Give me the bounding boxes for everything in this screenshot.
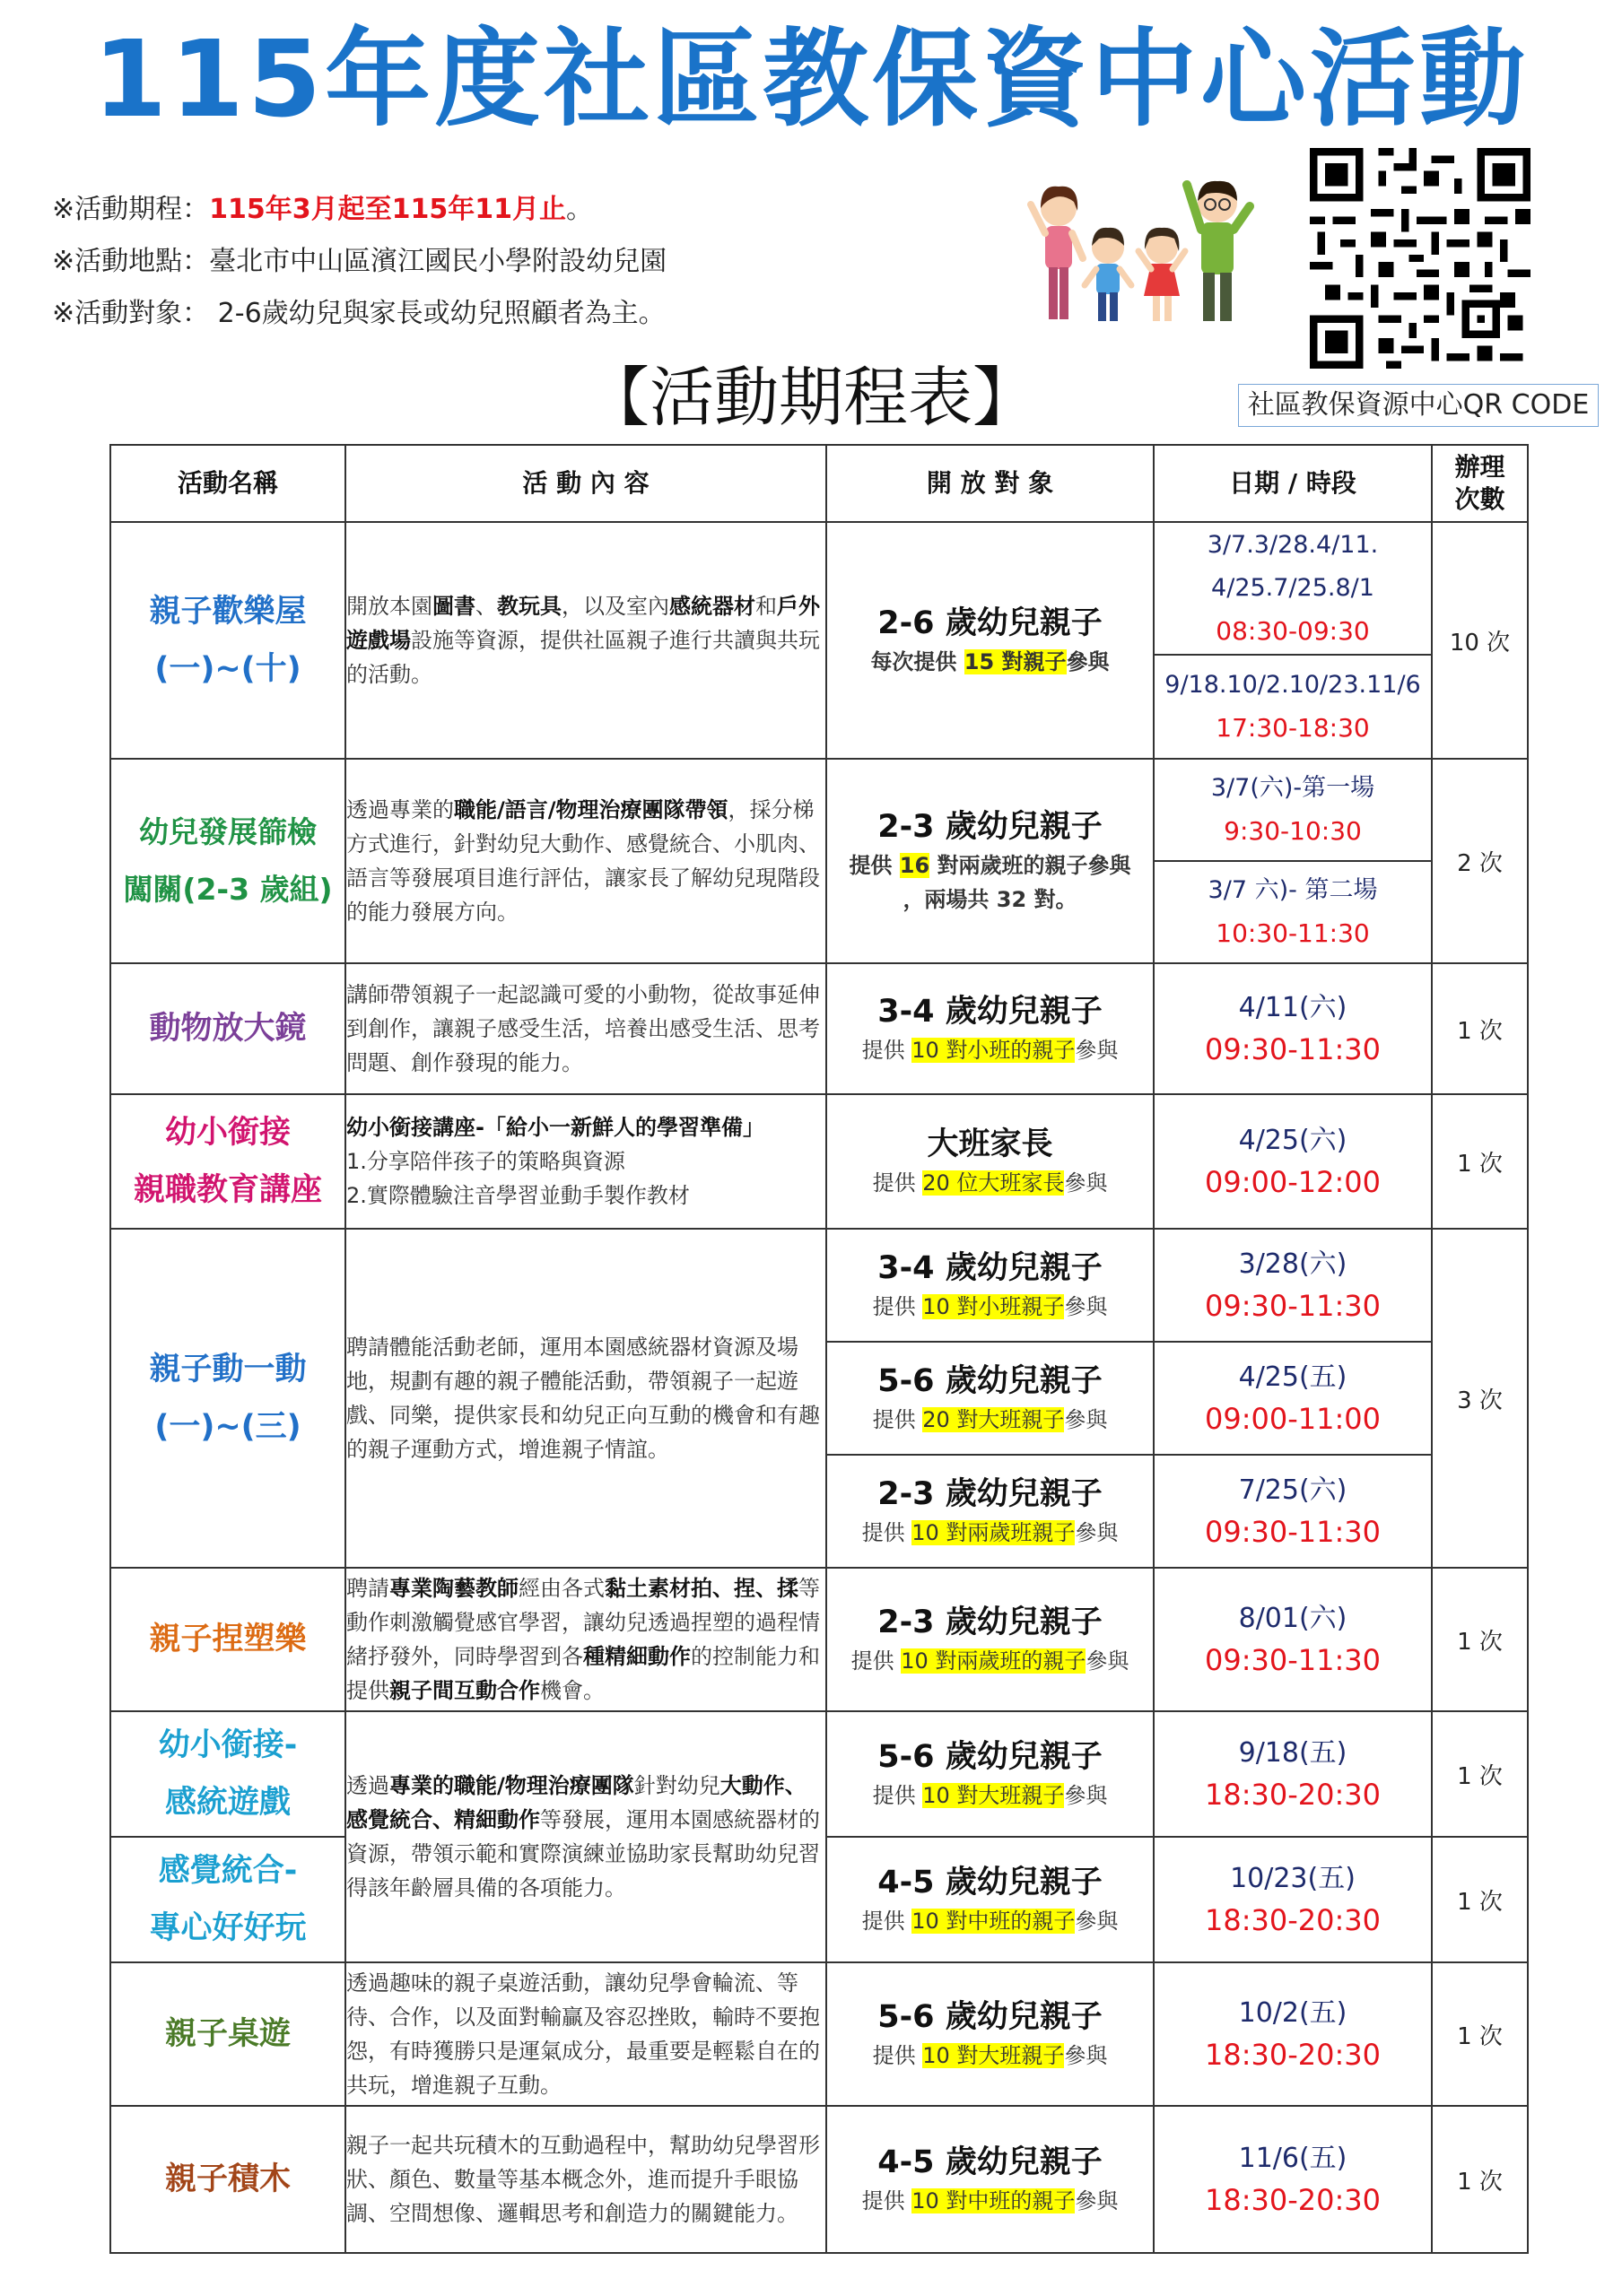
table-row bbox=[110, 2106, 1528, 2253]
activity-count: 1 次 bbox=[1432, 1711, 1528, 1837]
col-target: 開 放 對 象 bbox=[826, 445, 1154, 522]
activity-count: 1 次 bbox=[1432, 2106, 1528, 2253]
activity-count: 1 次 bbox=[1432, 1094, 1528, 1229]
table-row bbox=[110, 1711, 1528, 1837]
activity-date: 11/6(五) 18:30-20:30 bbox=[1154, 2106, 1432, 2253]
activity-content: 講師帶領親子一起認識可愛的小動物，從故事延伸到創作，讓親子感受生活，培養出感受生活、思考問題、創作發現的能力。 bbox=[345, 963, 826, 1094]
activity-target: 大班家長 提供 20 位大班家長參與 bbox=[826, 1094, 1154, 1229]
page-title: 115年度社區教保資中心活動 bbox=[92, 17, 1530, 141]
activity-content: 親子一起共玩積木的互動過程中，幫助幼兒學習形狀、顏色、數量等基本概念外，進而提升手眼協調、空間想像、邏輯思考和創造力的關鍵能力。 bbox=[345, 2106, 826, 2253]
activity-date: 4/25(六) 09:00-12:00 bbox=[1154, 1094, 1432, 1229]
activity-period: ※活動期程：115年3月起至115年11月止。 bbox=[52, 194, 594, 225]
activity-target: 2-3 歲幼兒親子 提供 10 對兩歲班的親子參與 bbox=[826, 1568, 1154, 1711]
activity-count: 10 次 bbox=[1432, 522, 1528, 759]
activity-name: 幼兒發展篩檢 闖關(2-3 歲組) bbox=[110, 759, 345, 963]
activity-target: 2-3 歲幼兒親子 提供 10 對兩歲班親子參與 bbox=[826, 1455, 1154, 1568]
activity-location: ※活動地點：臺北市中山區濱江國民小學附設幼兒園 bbox=[52, 246, 667, 277]
activity-date: 10/23(五) 18:30-20:30 bbox=[1154, 1837, 1432, 1962]
table-row bbox=[110, 1229, 1528, 1342]
activity-content: 透過趣味的親子桌遊活動，讓幼兒學會輪流、等待、合作，以及面對輸贏及容忍挫敗，輸時不要抱怨，有時獲勝只是運氣成分，最重要是輕鬆自在的共玩，增進親子互動。 bbox=[345, 1962, 826, 2106]
activity-name: 感覺統合- 專心好好玩 bbox=[110, 1837, 345, 1962]
activity-content: 幼小銜接講座-「給小一新鮮人的學習準備」 1.分享陪伴孩子的策略與資源 2.實際體驗注音學習並動手製作教材 bbox=[345, 1094, 826, 1229]
table-row bbox=[110, 1094, 1528, 1229]
schedule-table bbox=[109, 444, 1529, 2254]
col-count: 辦理 次數 bbox=[1432, 445, 1528, 522]
activity-count: 1 次 bbox=[1432, 1962, 1528, 2106]
activity-date: 4/11(六) 09:30-11:30 bbox=[1154, 963, 1432, 1094]
activity-target: 3-4 歲幼兒親子 提供 10 對小班的親子參與 bbox=[826, 963, 1154, 1094]
activity-target: 5-6 歲幼兒親子 提供 10 對大班親子參與 bbox=[826, 1962, 1154, 2106]
activity-target: 3-4 歲幼兒親子 提供 10 對小班親子參與 bbox=[826, 1229, 1154, 1342]
activity-date: 7/25(六) 09:30-11:30 bbox=[1154, 1455, 1432, 1568]
activity-date: 8/01(六) 09:30-11:30 bbox=[1154, 1568, 1432, 1711]
activity-count: 1 次 bbox=[1432, 1568, 1528, 1711]
activity-name: 親子動一動 (一)~(三) bbox=[110, 1229, 345, 1568]
activity-target: 4-5 歲幼兒親子 提供 10 對中班的親子參與 bbox=[826, 2106, 1154, 2253]
activity-date: 3/7(六)-第一場 9:30-10:30 bbox=[1154, 759, 1432, 861]
activity-name: 親子積木 bbox=[110, 2106, 345, 2253]
table-header-row bbox=[110, 445, 1528, 522]
activity-audience: ※活動對象： 2-6歲幼兒與家長或幼兒照顧者為主。 bbox=[52, 298, 666, 329]
qr-caption: 社區教保資源中心QR CODE bbox=[1238, 384, 1599, 427]
activity-content: 透過專業的職能/語言/物理治療團隊帶領，採分梯方式進行，針對幼兒大動作、感覺統合、小肌肉、語言等發展項目進行評估，讓家長了解幼兒現階段的能力發展方向。 bbox=[345, 759, 826, 963]
table-row bbox=[110, 1568, 1528, 1711]
activity-content: 聘請專業陶藝教師經由各式黏土素材拍、捏、揉等動作刺激觸覺感官學習，讓幼兒透過捏塑的過程情緒抒發外，同時學習到各種精細動作的控制能力和提供親子間互動合作機會。 bbox=[345, 1568, 826, 1711]
period-value: 115年3月起至115年11月止 bbox=[209, 194, 567, 225]
activity-date: 3/7.3/28.4/11. 4/25.7/25.8/1 08:30-09:30 bbox=[1154, 522, 1432, 655]
col-activity-content: 活 動 內 容 bbox=[345, 445, 826, 522]
activity-name: 親子桌遊 bbox=[110, 1962, 345, 2106]
schedule-title: 【活動期程表】 bbox=[584, 360, 1037, 435]
activity-target: 2-3 歲幼兒親子 提供 16 對兩歲班的親子參與 ，兩場共 32 對。 bbox=[826, 759, 1154, 963]
activity-target: 4-5 歲幼兒親子 提供 10 對中班的親子參與 bbox=[826, 1837, 1154, 1962]
activity-name: 親子捏塑樂 bbox=[110, 1568, 345, 1711]
activity-name: 親子歡樂屋 (一)~(十) bbox=[110, 522, 345, 759]
table-row bbox=[110, 1962, 1528, 2106]
activity-date: 9/18(五) 18:30-20:30 bbox=[1154, 1711, 1432, 1837]
activity-target: 5-6 歲幼兒親子 提供 10 對大班親子參與 bbox=[826, 1711, 1154, 1837]
activity-target: 5-6 歲幼兒親子 提供 20 對大班親子參與 bbox=[826, 1342, 1154, 1455]
activity-date: 9/18.10/2.10/23.11/6 17:30-18:30 bbox=[1154, 655, 1432, 759]
table-row bbox=[110, 522, 1528, 655]
activity-name: 幼小銜接- 感統遊戲 bbox=[110, 1711, 345, 1837]
activity-count: 3 次 bbox=[1432, 1229, 1528, 1568]
activity-count: 1 次 bbox=[1432, 1837, 1528, 1962]
activity-name: 幼小銜接 親職教育講座 bbox=[110, 1094, 345, 1229]
activity-target: 2-6 歲幼兒親子 每次提供 15 對親子參與 bbox=[826, 522, 1154, 759]
activity-content: 透過專業的職能/物理治療團隊針對幼兒大動作、感覺統合、精細動作等發展，運用本園感統器材的資源，帶領示範和實際演練並協助家長幫助幼兒習得該年齡層具備的各項能力。 bbox=[345, 1711, 826, 1962]
col-date-time: 日期 / 時段 bbox=[1154, 445, 1432, 522]
qr-code-icon[interactable] bbox=[1310, 148, 1530, 369]
activity-date: 4/25(五) 09:00-11:00 bbox=[1154, 1342, 1432, 1455]
activity-date: 3/28(六) 09:30-11:30 bbox=[1154, 1229, 1432, 1342]
activity-count: 2 次 bbox=[1432, 759, 1528, 963]
activity-name: 動物放大鏡 bbox=[110, 963, 345, 1094]
activity-content: 開放本園圖書、教玩具，以及室內感統器材和戶外遊戲場設施等資源，提供社區親子進行共讀與共玩的活動。 bbox=[345, 522, 826, 759]
table-row bbox=[110, 963, 1528, 1094]
activity-date: 10/2(五) 18:30-20:30 bbox=[1154, 1962, 1432, 2106]
activity-content: 聘請體能活動老師，運用本園感統器材資源及場地，規劃有趣的親子體能活動，帶領親子一起遊戲、同樂，提供家長和幼兒正向互動的機會和有趣的親子運動方式，增進親子情誼。 bbox=[345, 1229, 826, 1568]
activity-count: 1 次 bbox=[1432, 963, 1528, 1094]
col-activity-name: 活動名稱 bbox=[110, 445, 345, 522]
table-row bbox=[110, 759, 1528, 861]
family-illustration bbox=[1018, 161, 1269, 341]
activity-date: 3/7 六)- 第二場 10:30-11:30 bbox=[1154, 861, 1432, 963]
